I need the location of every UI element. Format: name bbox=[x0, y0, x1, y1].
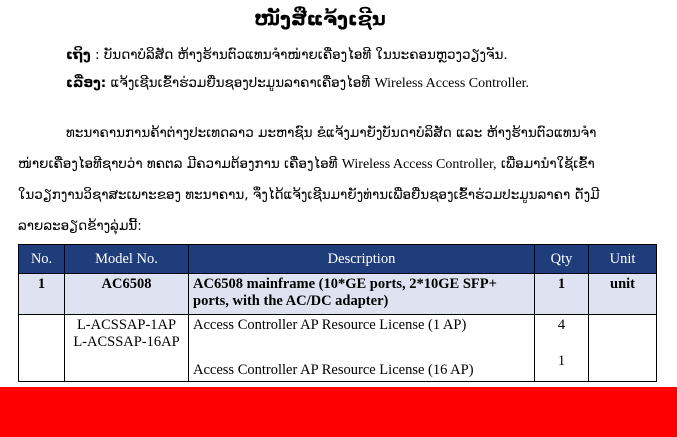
cell-no bbox=[19, 315, 65, 382]
recipient-text: : ບັນດາບໍລິສັດ ຫ້າງຮ້ານຕົວແທນຈຳໜ່າຍເຄື່ອງໄອທີ ໃນນະຄອນຫຼວງວຽງຈັນ. bbox=[90, 47, 508, 63]
body-line-2 bbox=[18, 149, 658, 180]
cell-description: AC6508 mainframe (10*GE ports, 2*10GE SFP+ ports, with the AC/DC adapter) bbox=[189, 274, 535, 315]
cell-qty bbox=[535, 315, 589, 382]
body-line-3: ໃນວຽກງານວິຊາສະເພາະຂອງ ທະນາຄານ, ຈຶ່ງໄດ້ແຈ້ງເຊີນມາຍັງທ່ານເພື່ອຍື່ນຊອງເຂົ້າຮ່ວມປະມູນລາຄາ ດັ່ງມີ bbox=[18, 187, 600, 203]
header-description: Description bbox=[189, 245, 535, 274]
cell-model: AC6508 bbox=[65, 274, 189, 315]
recipient-line bbox=[66, 44, 508, 66]
cell-qty: 1 bbox=[535, 274, 589, 315]
body-paragraph bbox=[18, 118, 658, 242]
subject-text-lao: ແຈ້ງເຊີນເຂົ້າຮ່ວມຍື່ນຊອງປະມູນລາຄາເຄື່ອງໄອທີ bbox=[106, 75, 375, 91]
qty-1ap: 4 bbox=[557, 317, 566, 333]
subject-line bbox=[66, 72, 529, 95]
document-title: ໜັງສືແຈ້ງເຊີນ bbox=[254, 8, 386, 30]
desc-1ap: Access Controller AP Resource License (1 AP) bbox=[193, 317, 467, 333]
model-16ap: L-ACSSAP-16AP bbox=[73, 334, 180, 350]
cell-no: 1 bbox=[19, 274, 65, 315]
cell-model bbox=[65, 315, 189, 382]
header-unit: Unit bbox=[589, 245, 657, 274]
subject-label: ເລື່ອງ: bbox=[66, 75, 107, 91]
red-overlay-bar bbox=[0, 387, 677, 437]
subject-text-en: Wireless Access Controller. bbox=[374, 76, 530, 91]
desc-16ap: Access Controller AP Resource License (16 AP) bbox=[193, 362, 474, 378]
header-no: No. bbox=[19, 245, 65, 274]
body-line-1: ທະນາຄານການຄ້າຕ່າງປະເທດລາວ ມະຫາຊົນ ຂໍແຈ້ງມາຍັງບັນດາບໍລິສັດ ແລະ ຫ້າງຮ້ານຕົວແທນຈຳ bbox=[66, 125, 597, 141]
body-line-2-en: Wireless Access Controller, bbox=[341, 157, 497, 172]
body-line-4: ລາຍລະອຽດຂ້າງລຸ່ມນີ້: bbox=[18, 218, 142, 234]
qty-16ap: 1 bbox=[557, 353, 566, 369]
cell-description bbox=[189, 315, 535, 382]
items-table bbox=[18, 244, 657, 382]
table-row bbox=[19, 274, 657, 315]
header-qty: Qty bbox=[535, 245, 589, 274]
recipient-label: ເຖິງ bbox=[66, 47, 91, 63]
body-line-2-tail: ເພື່ອມານຳໃຊ້ເຂົ້າ bbox=[496, 156, 595, 172]
model-1ap: L-ACSSAP-1AP bbox=[76, 317, 177, 333]
table-row bbox=[19, 315, 657, 382]
table-header-row bbox=[19, 245, 657, 274]
cell-unit: unit bbox=[589, 274, 657, 315]
cell-unit bbox=[589, 315, 657, 382]
header-model: Model No. bbox=[65, 245, 189, 274]
subject-text bbox=[106, 75, 529, 91]
body-line-2-lao: ໜ່າຍເຄື່ອງໄອທີຊາບວ່າ ທຄຕລ ມີຄວາມຕ້ອງການ ເຄື່ອງໄອທີ bbox=[18, 156, 342, 172]
